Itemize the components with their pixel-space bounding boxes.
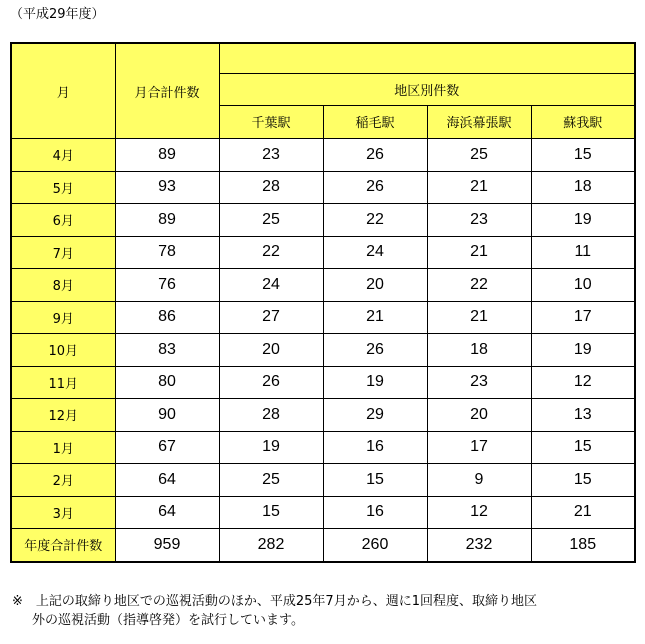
row-area-inage: 26 <box>323 334 427 367</box>
row-total: 959 <box>115 529 219 562</box>
row-total: 78 <box>115 236 219 269</box>
row-area-kaihin-makuhari: 23 <box>427 366 531 399</box>
row-area-soga: 17 <box>531 301 635 334</box>
row-area-inage: 22 <box>323 204 427 237</box>
row-area-chiba: 27 <box>219 301 323 334</box>
row-area-chiba: 23 <box>219 139 323 172</box>
table-row <box>11 139 635 172</box>
fiscal-year-caption: （平成29年度） <box>10 7 105 22</box>
row-total: 64 <box>115 464 219 497</box>
row-label: 5月 <box>11 171 115 204</box>
row-area-kaihin-makuhari: 12 <box>427 496 531 529</box>
header-area-soga: 蘇我駅 <box>531 105 635 138</box>
row-total: 93 <box>115 171 219 204</box>
row-area-soga: 12 <box>531 366 635 399</box>
row-total: 64 <box>115 496 219 529</box>
row-area-chiba: 22 <box>219 236 323 269</box>
header-month: 月 <box>11 43 115 139</box>
row-area-kaihin-makuhari: 25 <box>427 139 531 172</box>
row-area-inage: 24 <box>323 236 427 269</box>
table-row <box>11 334 635 367</box>
row-area-chiba: 20 <box>219 334 323 367</box>
table-row <box>11 236 635 269</box>
row-area-inage: 26 <box>323 171 427 204</box>
table-row <box>11 171 635 204</box>
row-label: 1月 <box>11 431 115 464</box>
row-label: 8月 <box>11 269 115 302</box>
row-label: 年度合計件数 <box>11 529 115 562</box>
row-label: 12月 <box>11 399 115 432</box>
row-area-kaihin-makuhari: 21 <box>427 171 531 204</box>
row-area-inage: 16 <box>323 431 427 464</box>
header-area-inage: 稲毛駅 <box>323 105 427 138</box>
row-label: 7月 <box>11 236 115 269</box>
header-area-chiba: 千葉駅 <box>219 105 323 138</box>
table-row <box>11 399 635 432</box>
row-area-chiba: 28 <box>219 171 323 204</box>
table-body <box>11 139 635 562</box>
row-area-chiba: 15 <box>219 496 323 529</box>
row-area-chiba: 26 <box>219 366 323 399</box>
row-area-kaihin-makuhari: 23 <box>427 204 531 237</box>
row-area-soga: 19 <box>531 334 635 367</box>
header-by-area: 地区別件数 <box>219 74 635 105</box>
table-row <box>11 204 635 237</box>
row-area-kaihin-makuhari: 17 <box>427 431 531 464</box>
row-label: 2月 <box>11 464 115 497</box>
row-total: 76 <box>115 269 219 302</box>
table-row <box>11 529 635 562</box>
row-total: 89 <box>115 139 219 172</box>
table-row <box>11 464 635 497</box>
row-area-soga: 19 <box>531 204 635 237</box>
row-area-kaihin-makuhari: 20 <box>427 399 531 432</box>
row-area-kaihin-makuhari: 18 <box>427 334 531 367</box>
header-top-spacer <box>219 43 635 74</box>
row-total: 90 <box>115 399 219 432</box>
row-area-chiba: 25 <box>219 204 323 237</box>
row-label: 10月 <box>11 334 115 367</box>
row-area-inage: 16 <box>323 496 427 529</box>
row-area-soga: 15 <box>531 139 635 172</box>
table-row <box>11 496 635 529</box>
row-area-soga: 15 <box>531 431 635 464</box>
row-area-kaihin-makuhari: 22 <box>427 269 531 302</box>
footnote-line-1: ※ 上記の取締り地区での巡視活動のほか、平成25年7月から、週に1回程度、取締り地区 <box>12 594 537 609</box>
header-monthly-total: 月合計件数 <box>115 43 219 139</box>
row-label: 3月 <box>11 496 115 529</box>
row-area-inage: 26 <box>323 139 427 172</box>
row-total: 89 <box>115 204 219 237</box>
row-total: 86 <box>115 301 219 334</box>
row-area-inage: 29 <box>323 399 427 432</box>
row-area-inage: 260 <box>323 529 427 562</box>
row-area-soga: 185 <box>531 529 635 562</box>
table-row <box>11 431 635 464</box>
table-row <box>11 301 635 334</box>
table-row <box>11 366 635 399</box>
row-total: 83 <box>115 334 219 367</box>
row-area-soga: 13 <box>531 399 635 432</box>
row-area-inage: 15 <box>323 464 427 497</box>
row-area-inage: 20 <box>323 269 427 302</box>
row-area-chiba: 19 <box>219 431 323 464</box>
row-label: 11月 <box>11 366 115 399</box>
row-area-soga: 11 <box>531 236 635 269</box>
table-row <box>11 269 635 302</box>
row-total: 80 <box>115 366 219 399</box>
row-area-soga: 21 <box>531 496 635 529</box>
row-area-kaihin-makuhari: 21 <box>427 301 531 334</box>
row-total: 67 <box>115 431 219 464</box>
row-label: 4月 <box>11 139 115 172</box>
row-area-kaihin-makuhari: 9 <box>427 464 531 497</box>
row-label: 6月 <box>11 204 115 237</box>
row-area-chiba: 282 <box>219 529 323 562</box>
footnote <box>12 592 537 630</box>
footnote-line-2: 外の巡視活動（指導啓発）を試行しています。 <box>32 613 304 628</box>
row-area-soga: 10 <box>531 269 635 302</box>
row-area-inage: 21 <box>323 301 427 334</box>
row-area-inage: 19 <box>323 366 427 399</box>
row-area-chiba: 24 <box>219 269 323 302</box>
row-area-kaihin-makuhari: 232 <box>427 529 531 562</box>
row-area-soga: 18 <box>531 171 635 204</box>
row-area-chiba: 28 <box>219 399 323 432</box>
row-area-soga: 15 <box>531 464 635 497</box>
header-area-kaihin-makuhari: 海浜幕張駅 <box>427 105 531 138</box>
row-area-kaihin-makuhari: 21 <box>427 236 531 269</box>
row-label: 9月 <box>11 301 115 334</box>
row-area-chiba: 25 <box>219 464 323 497</box>
inspection-count-table <box>10 42 636 563</box>
